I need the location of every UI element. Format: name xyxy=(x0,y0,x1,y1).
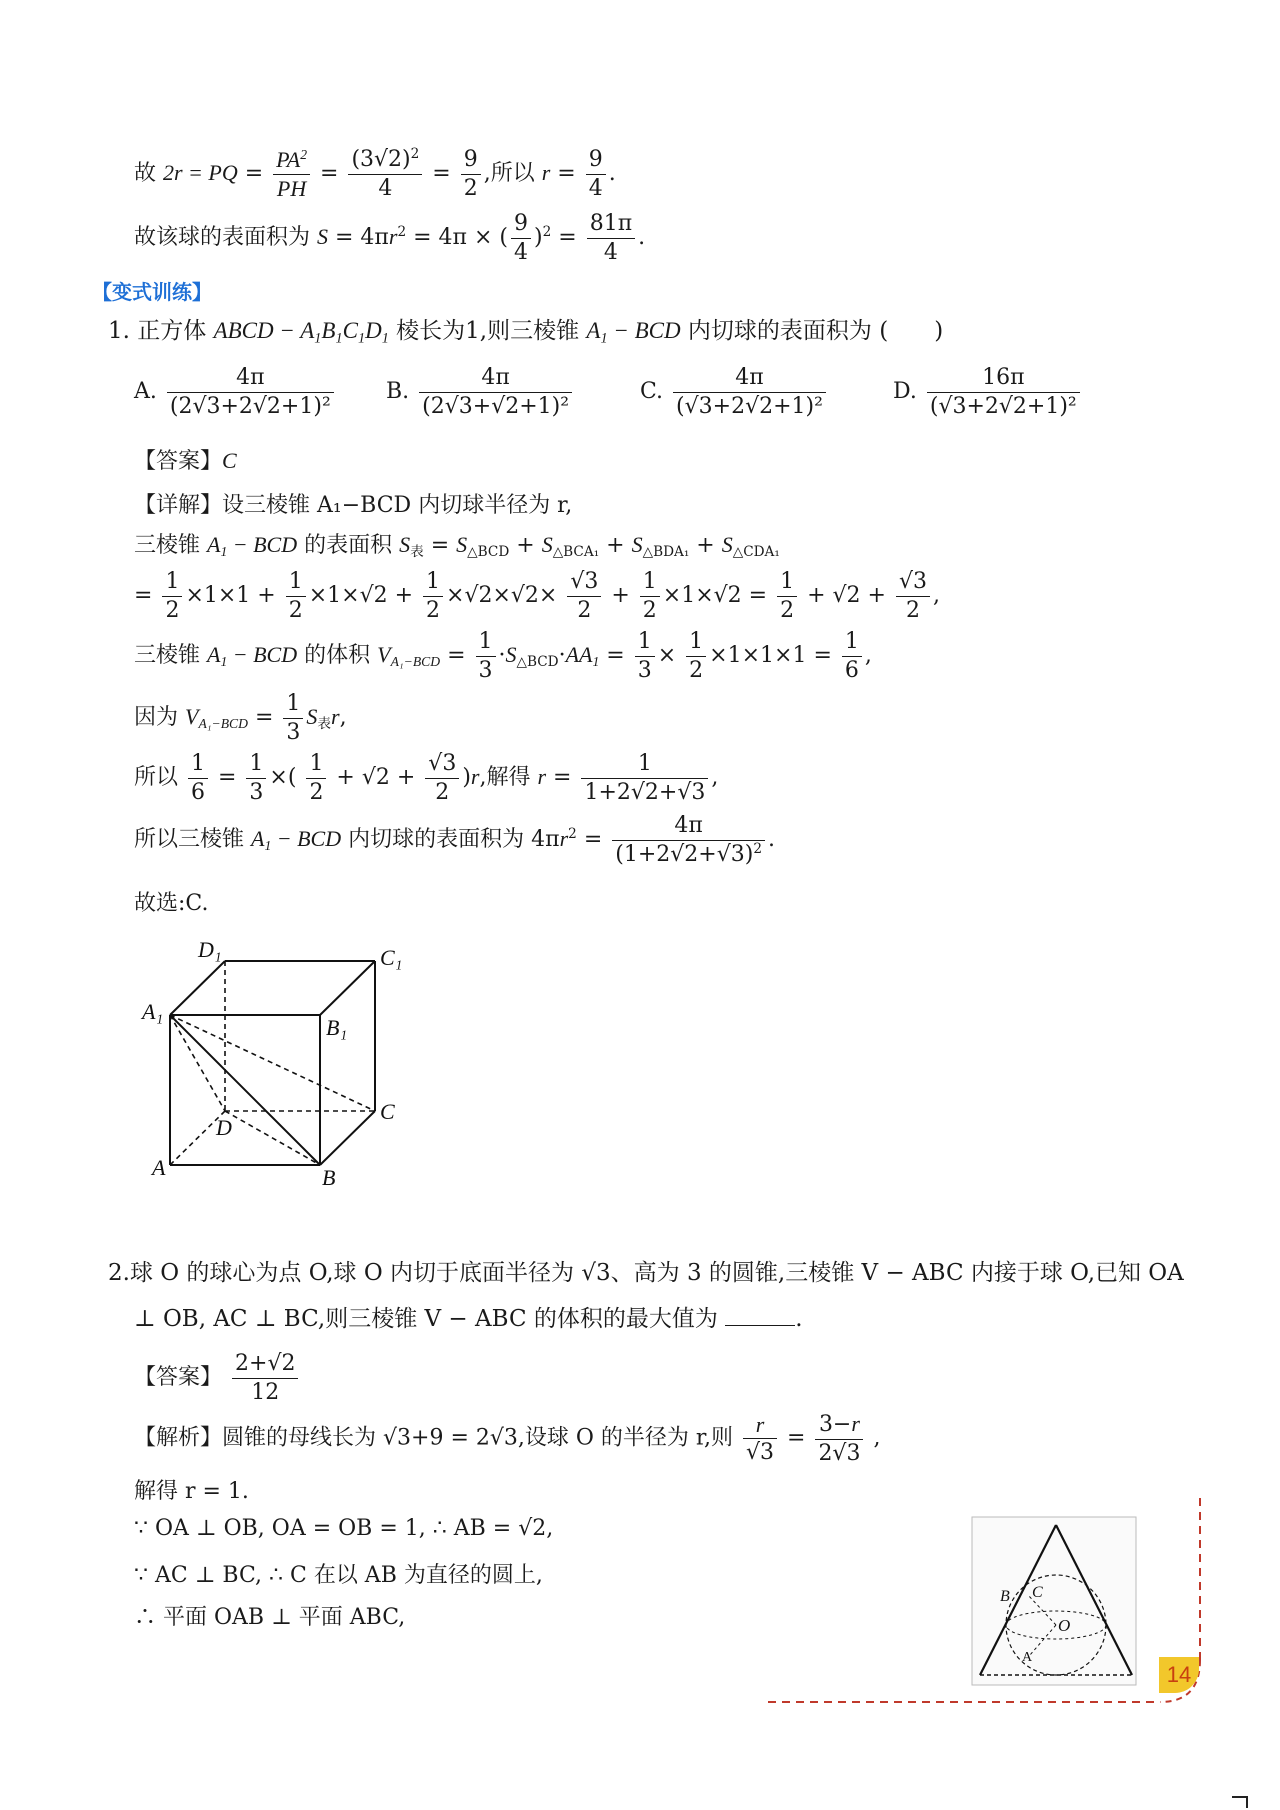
q2-analysis-4: ∵ AC ⊥ BC, ∴ C 在以 AB 为直径的圆上, xyxy=(134,1563,543,1588)
cone-label-b: B xyxy=(1000,1588,1010,1605)
cone-label-c: C xyxy=(1032,1584,1043,1601)
cube-diagram xyxy=(140,935,403,1195)
q1-detail-8: 故选:C. xyxy=(134,891,209,916)
q1-detail-2: 三棱锥 $A_1$ − BCD 的表面积 $S_表 = S_{\triangle BCD} + S_{\triangle BCA_1} + S_{\triangle BDA_1} + S_{\triangle CDA_1}$ xyxy=(134,532,780,561)
label-c: C xyxy=(380,1099,395,1124)
answer-blank xyxy=(725,1325,795,1326)
cone-label-a: A xyxy=(1022,1650,1033,1665)
q2-analysis-5: ∴ 平面 OAB ⊥ 平面 ABC, xyxy=(134,1605,406,1630)
question-2-line-2: ⊥ OB, AC ⊥ BC,则三棱锥 V − ABC 的体积的最大值为 . xyxy=(134,1306,803,1332)
q1-detail-1: 【详解】设三棱锥 A₁−BCD 内切球半径为 r, xyxy=(134,493,573,518)
q1-detail-6: 所以 $\frac{1}{6}$ = $\frac{1}{3}$ ×( $\frac{1}{2}$ + √2 + $\frac{√3}{2}$ )r,解得 r = $\frac{1}{1+2√2+√3}$ , xyxy=(134,751,719,805)
question-2-line-1: 2.球 O 的球心为点 O,球 O 内切于底面半径为 √3、高为 3 的圆锥,三棱锥 V − ABC 内接于球 O,已知 OA xyxy=(108,1260,1184,1286)
option-a: A. $\frac{4\pi}{\text{(2√3+2√2+1)²}}$ xyxy=(134,364,337,420)
option-b: B. $\frac{4\pi}{\text{(2√3+√2+1)²}}$ xyxy=(386,364,575,420)
page-dashed-border xyxy=(760,1490,1220,1710)
cone-label-o: O xyxy=(1058,1616,1071,1635)
corner-mark xyxy=(1232,1796,1248,1808)
q1-detail-4: 三棱锥 $A_1$ − BCD 的体积 $V_{A_1-BCD}$ = $\frac{1}{3}$ $\cdot S_{\triangle BCD}\cdot AA_1$ = $\frac{1}{3}$ × $\frac{1}{2}$ ×1×1×1 = $\frac{1}{6}$ , xyxy=(134,629,872,683)
option-d: D. $\frac{16\pi}{\text{(√3+2√2+1)²}}$ xyxy=(893,364,1083,420)
q2-analysis-3: ∵ OA ⊥ OB, OA = OB = 1, ∴ AB = √2, xyxy=(134,1516,554,1541)
q2-answer: 【答案】 $\frac{2+√2}{12}$ xyxy=(134,1350,301,1406)
section-heading: 【变式训练】 xyxy=(92,280,212,304)
q1-detail-7: 所以三棱锥 $A_1$ − BCD 内切球的表面积为 $4\pi r^2$ = $\frac{4\pi}{(1+2√2+√3)^2}$ . xyxy=(134,813,775,867)
intro-line-2: 故该球的表面积为 $S = 4\pi r^2 = 4\pi$ × ( $\frac{9}{4}$ )$^2$ = $\frac{81\pi}{4}$ . xyxy=(134,211,646,265)
intro-line-1: 故 2r = PQ = $\frac{PA^2}{PH}$ = $\frac{(3√2)^2}{4}$ = $\frac{9}{2}$ ,所以 r = $\frac{9}{4}$ . xyxy=(134,146,616,201)
question-1: 1. 正方体 ABCD − $A_1B_1C_1D_1$ 棱长为1,则三棱锥 $A_1$ − BCD 内切球的表面积为 ( ) xyxy=(108,318,944,347)
label-d: D xyxy=(216,1115,232,1140)
label-b: B xyxy=(322,1165,336,1190)
q1-detail-5: 因为 $V_{A_1-BCD}$ = $\frac{1}{3}$ $S_表r$, xyxy=(134,691,347,745)
label-a1: A₁ xyxy=(142,999,164,1024)
q2-analysis-2: 解得 r = 1. xyxy=(134,1479,249,1504)
page-number: 14 xyxy=(1159,1657,1199,1693)
label-c1: C₁ xyxy=(380,945,403,970)
option-c: C. $\frac{4\pi}{\text{(√3+2√2+1)²}}$ xyxy=(640,364,829,420)
q1-answer: 【答案】C xyxy=(134,448,237,474)
label-d1: D₁ xyxy=(198,937,222,962)
label-a: A xyxy=(152,1155,166,1180)
q1-detail-3: = $\frac{1}{2}$ ×1×1 + $\frac{1}{2}$ ×1×√2 + $\frac{1}{2}$ ×√2×√2× $\frac{√3}{2}$ + $\frac{1}{2}$ ×1×√2 = $\frac{1}{2}$ + √2 + $\frac{√3}{2}$ , xyxy=(134,569,940,623)
q2-analysis-1: 【解析】圆锥的母线长为 √3+9 = 2√3,设球 O 的半径为 r,则 $\frac{r}{√3}$ = $\frac{3-r}{2√3}$ , xyxy=(134,1411,881,1466)
label-b1: B₁ xyxy=(326,1015,348,1040)
